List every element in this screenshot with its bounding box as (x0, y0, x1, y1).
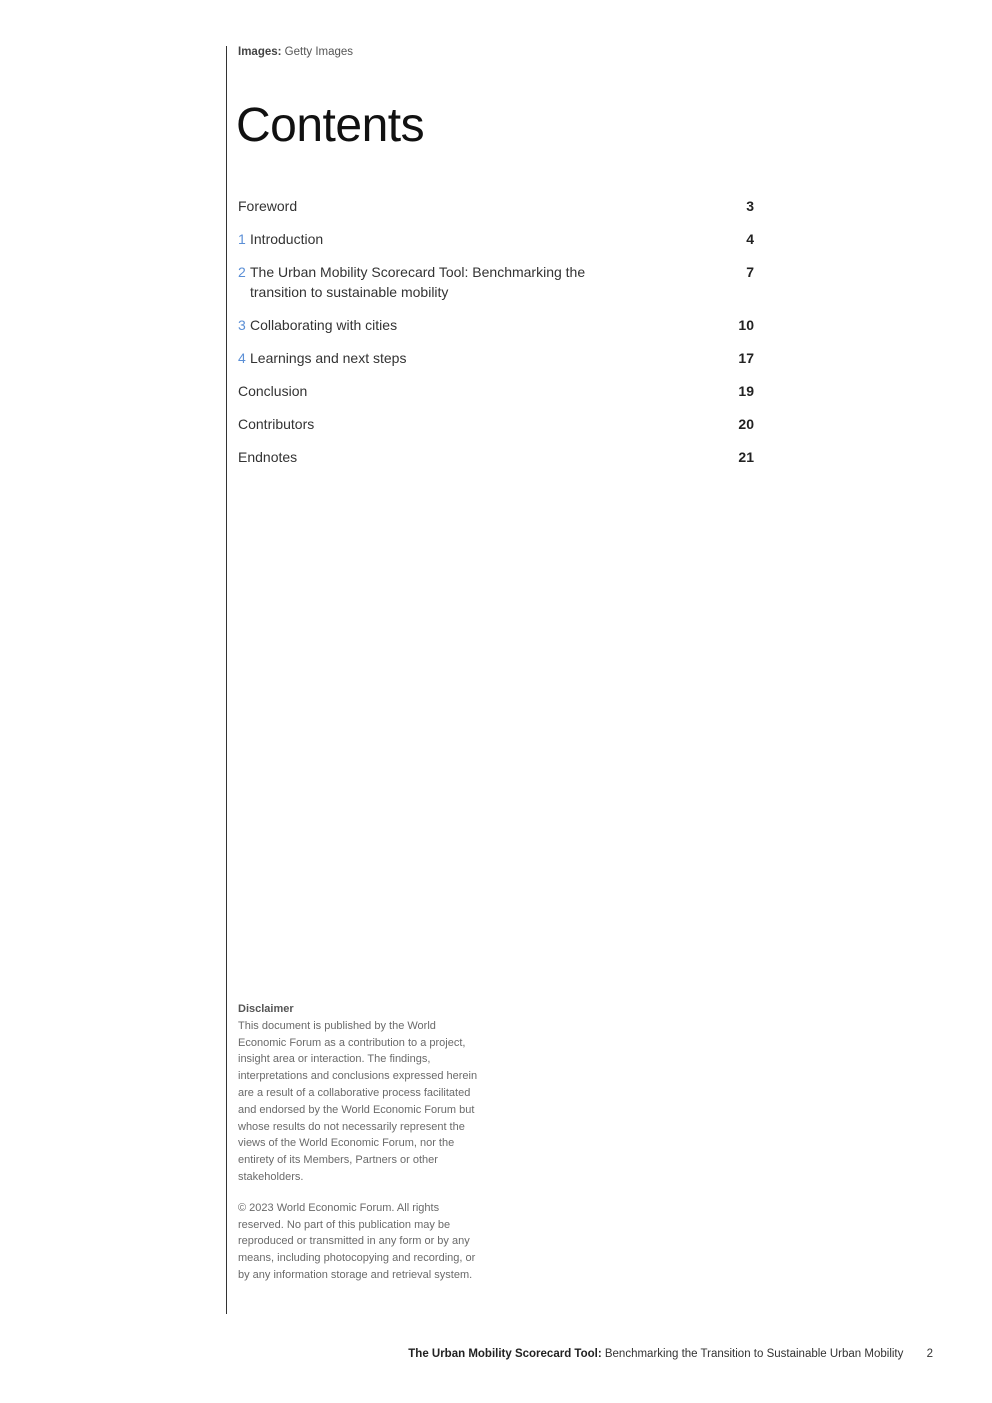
toc-item-page: 10 (738, 317, 754, 333)
toc-item-endnotes[interactable] (238, 447, 754, 467)
toc-item-conclusion[interactable] (238, 381, 754, 401)
toc-item-label: Learnings and next steps (250, 350, 407, 366)
toc-item-number: 3 (238, 317, 246, 333)
toc-item-number: 2 (238, 264, 246, 280)
toc-item-page: 17 (738, 350, 754, 366)
footer-title-bold: The Urban Mobility Scorecard Tool: (408, 1348, 602, 1360)
toc-item-introduction[interactable] (238, 229, 754, 249)
toc-item-scorecard-tool[interactable] (238, 262, 754, 302)
toc-item-contributors[interactable] (238, 414, 754, 434)
toc-item-page: 4 (746, 231, 754, 247)
page-title: Contents (236, 99, 425, 152)
toc-item-page: 19 (738, 383, 754, 399)
page-footer (408, 1346, 933, 1362)
image-credit-label: Images: (238, 46, 282, 58)
toc-item-page: 7 (746, 264, 754, 280)
toc-item-page: 3 (746, 198, 754, 214)
copyright-notice: © 2023 World Economic Forum. All rights reserved. No part of this publication may be reproduced or transmitted in any form or by any means, including photocopying and recording, or by any information storage and retrieval system. (238, 1201, 476, 1281)
footer-title-rest: Benchmarking the Transition to Sustainable Urban Mobility (604, 1348, 904, 1360)
toc-item-label: Endnotes (238, 449, 298, 465)
disclaimer (238, 1001, 478, 1284)
toc-item-page: 21 (738, 449, 754, 465)
toc-item-number: 4 (238, 350, 246, 366)
disclaimer-body: This document is published by the World Economic Forum as a contribution to a project, insight area or interaction. The findings, interpretations and conclusions expressed herein are a result of a collaborative process facilitated and endorsed by the World Economic Forum but whose results do not necessarily represent the views of the World Economic Forum, nor the entirety of its Members, Partners or other stakeholders. (238, 1019, 478, 1183)
toc-item-label: Conclusion (238, 383, 308, 399)
toc-item-learnings[interactable] (238, 348, 754, 368)
table-of-contents (238, 196, 754, 480)
toc-item-number: 1 (238, 231, 246, 247)
toc-item-foreword[interactable] (238, 196, 754, 216)
toc-item-collaborating[interactable] (238, 315, 754, 335)
toc-item-page: 20 (738, 416, 754, 432)
toc-item-label: The Urban Mobility Scorecard Tool: Benchmarking the transition to sustainable mobility (250, 264, 586, 300)
toc-item-label: Foreword (238, 198, 298, 214)
image-credit (238, 45, 353, 59)
toc-item-label: Introduction (250, 231, 324, 247)
toc-item-label: Collaborating with cities (250, 317, 398, 333)
vertical-rule (226, 46, 227, 1314)
toc-item-label: Contributors (238, 416, 315, 432)
image-credit-value: Getty Images (284, 46, 354, 58)
disclaimer-heading: Disclaimer (238, 1003, 294, 1015)
footer-page-number: 2 (926, 1348, 933, 1360)
